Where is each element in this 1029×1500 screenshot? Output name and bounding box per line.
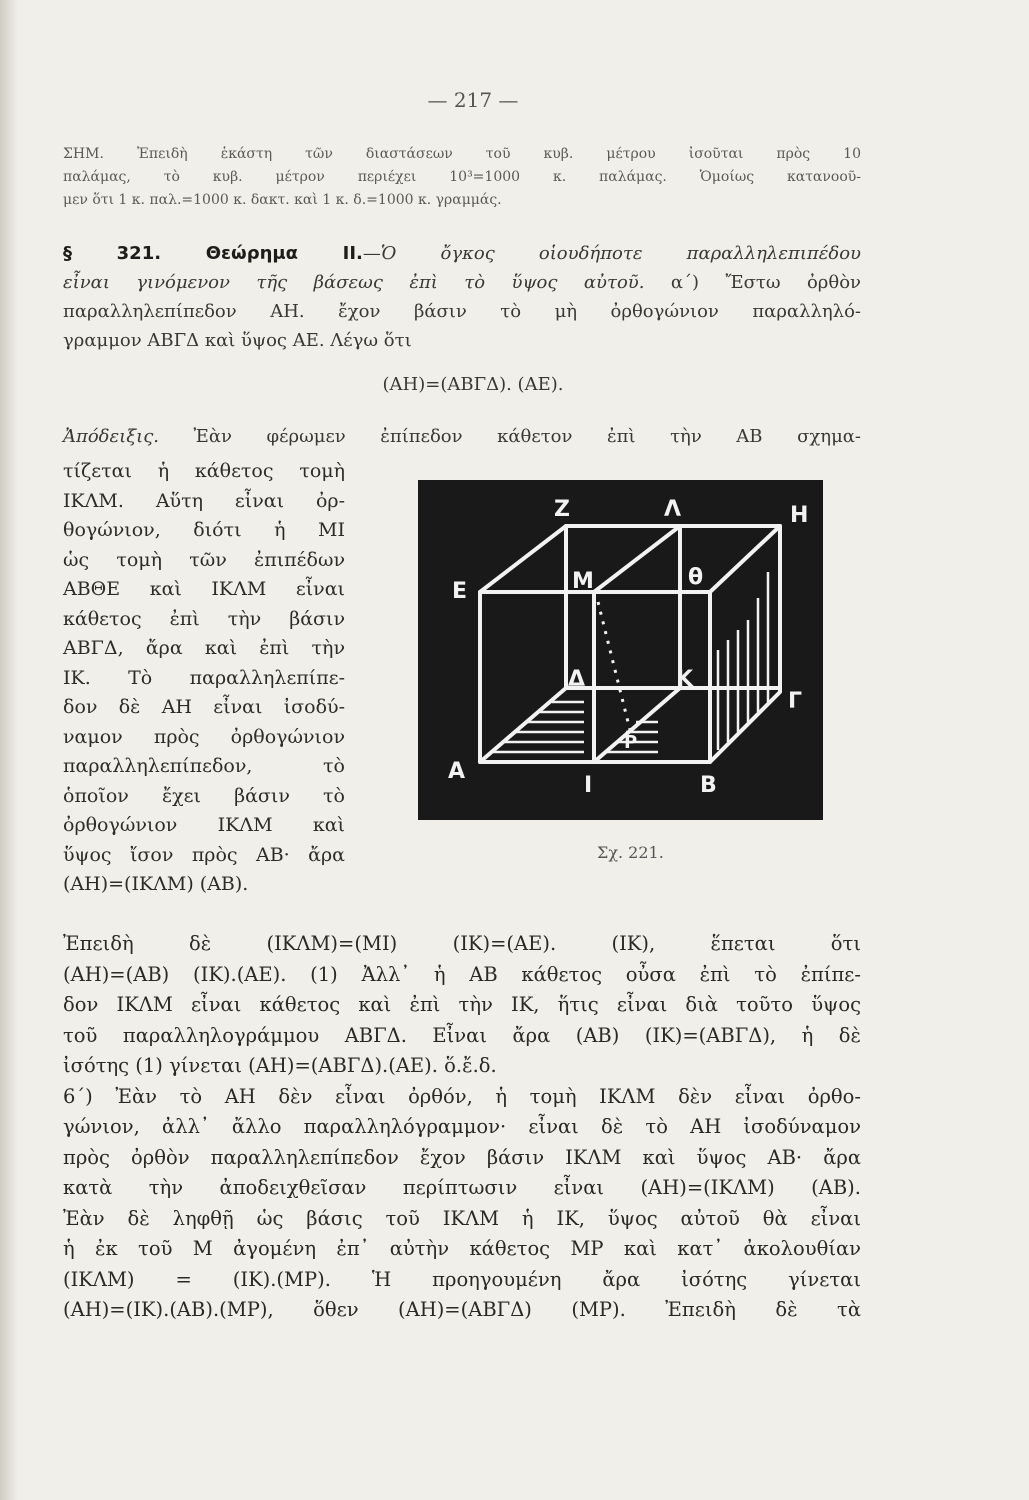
column-line: δον δὲ ΑΗ εἶναι ἰσοδύ-	[63, 696, 345, 718]
theorem-line-1	[63, 239, 861, 268]
column-line: ὕψος ἴσον πρὸς ΑΒ· ἄρα	[63, 843, 345, 866]
column-line: ΙΚΛΜ. Αὕτη εἶναι ὀρ-	[63, 489, 345, 512]
main-line: (ΑΗ)=(ΙΚ).(ΑΒ).(ΜΡ), ὅθεν (ΑΗ)=(ΑΒΓΔ) (ΜΡ). Ἐπειδὴ δὲ τὰ	[63, 1298, 861, 1321]
main-line: Ἐπειδὴ δὲ (ΙΚΛΜ)=(ΜΙ) (ΙΚ)=(ΑΕ). (ΙΚ), ἕπεται ὅτι	[63, 932, 861, 955]
column-line: θογώνιον, διότι ἡ ΜΙ	[63, 519, 345, 541]
theorem-line-4: γραμμον ΑΒΓΔ καὶ ὕψος ΑΕ. Λέγω ὅτι	[63, 330, 412, 351]
binding-shadow	[0, 0, 18, 1500]
main-line: (ΑΗ)=(ΑΒ) (ΙΚ).(ΑΕ). (1) Ἀλλ᾽ ἡ ΑΒ κάθετος οὖσα ἐπὶ τὸ ἐπίπε-	[63, 962, 861, 986]
column-line: κάθετος ἐπὶ τὴν βάσιν	[63, 607, 345, 630]
theorem-text: α΄) Ἔστω ὀρθὸν	[644, 272, 861, 293]
column-line: (ΑΗ)=(ΙΚΛΜ) (ΑΒ).	[63, 873, 249, 895]
page-number: — 217 —	[427, 88, 519, 112]
column-line: ὀρθογώνιον ΙΚΛΜ καὶ	[63, 814, 345, 836]
label-B: B	[700, 773, 717, 798]
theorem-statement-2: εἶναι γινόμενον τῆς βάσεως ἐπὶ τὸ ὕψος αὐτοῦ.	[63, 272, 645, 293]
main-line: γώνιον, ἀλλ᾽ ἄλλο παραλληλόγραμμον· εἶναι δὲ τὸ ΑΗ ἰσοδύναμον	[63, 1115, 861, 1138]
main-line: Ἐὰν δὲ ληφθῇ ὡς βάσις τοῦ ΙΚΛΜ ἡ ΙΚ, ὕψος αὐτοῦ θὰ εἶναι	[63, 1206, 861, 1230]
main-paragraph	[63, 929, 861, 1326]
label-Th: θ	[688, 565, 704, 590]
theorem-heading: § 321. Θεώρημα ΙΙ.	[63, 243, 363, 264]
column-line: παραλληλεπίπεδον, τὸ	[63, 755, 345, 777]
proof-line	[63, 422, 861, 451]
note-line: παλάμας, τὸ κυβ. μέτρον περιέχει 10³=1000 κ. παλάμας. Ὁμοίως κατανοοῦ-	[63, 169, 861, 185]
label-K: K	[676, 667, 694, 692]
label-I: I	[584, 773, 593, 798]
main-line: 6΄) Ἐὰν τὸ ΑΗ δὲν εἶναι ὀρθόν, ἡ τομὴ ΙΚΛΜ δὲν εἶναι ὀρθο-	[63, 1084, 861, 1108]
column-line: ναμον πρὸς ὀρθογώνιον	[63, 725, 345, 748]
label-M: M	[572, 569, 594, 594]
main-line: πρὸς ὀρθὸν παραλληλεπίπεδον ἔχον βάσιν ΙΚΛΜ καὶ ὕψος ΑΒ· ἄρα	[63, 1145, 861, 1169]
proof-first-line	[63, 422, 861, 451]
column-line: ΑΒΓΔ, ἄρα καὶ ἐπὶ τὴν	[63, 637, 345, 659]
formula: (ΑΗ)=(ΑΒΓΔ). (ΑΕ).	[382, 374, 564, 395]
theorem-statement-1: —Ὁ ὄγκος οἱουδήποτε παραλληλεπιπέδου	[362, 243, 861, 264]
label-Z: Z	[554, 497, 570, 522]
label-D: Δ	[568, 667, 586, 692]
column-line: ΑΒΘΕ καὶ ΙΚΛΜ εἶναι	[63, 578, 345, 600]
main-line: (ΙΚΛΜ) = (ΙΚ).(ΜΡ). Ἡ προηγουμένη ἄρα ἰσότης γίνεται	[63, 1267, 861, 1291]
proof-text: Ἐὰν φέρωμεν ἐπίπεδον κάθετον ἐπὶ τὴν ΑΒ σχημα-	[159, 426, 861, 447]
note-line: μεν ὅτι 1 κ. παλ.=1000 κ. δακτ. καὶ 1 κ. δ.=1000 κ. γραμμάς.	[63, 192, 502, 208]
label-A: A	[448, 759, 466, 784]
note-line: ΣΗΜ. Ἐπειδὴ ἑκάστη τῶν διαστάσεων τοῦ κυβ. μέτρου ἰσοῦται πρὸς 10	[63, 146, 861, 162]
main-line: ἡ ἐκ τοῦ Μ ἀγομένη ἐπ᾽ αὐτὴν κάθετος ΜΡ καὶ κατ᾽ ἀκολουθίαν	[63, 1237, 861, 1260]
column-line: ὁποῖον ἔχει βάσιν τὸ	[63, 784, 345, 807]
main-line: κατὰ τὴν ἀποδειχθεῖσαν περίπτωσιν εἶναι (ΑΗ)=(ΙΚΛΜ) (ΑΒ).	[63, 1176, 861, 1199]
theorem-line-3: παραλληλεπίπεδον ΑΗ. ἔχον βάσιν τὸ μὴ ὀρθογώνιον παραλληλό-	[63, 301, 861, 322]
label-E: E	[452, 579, 468, 604]
label-H: H	[790, 503, 809, 528]
main-line: δον ΙΚΛΜ εἶναι κάθετος καὶ ἐπὶ τὴν ΙΚ, ἥτις εἶναι διὰ τοῦτο ὕψος	[63, 993, 861, 1016]
note-paragraph	[63, 143, 861, 212]
column-line: ΙΚ. Τὸ παραλληλεπίπε-	[63, 666, 345, 689]
label-L: Λ	[664, 497, 682, 522]
main-line: ἰσότης (1) γίνεται (ΑΗ)=(ΑΒΓΔ).(ΑΕ). ὅ.ἔ.δ.	[63, 1054, 497, 1077]
parallelepiped-figure	[418, 480, 823, 820]
label-R: P	[624, 732, 638, 753]
theorem-paragraph	[63, 239, 861, 355]
column-line: ὡς τομὴ τῶν ἐπιπέδων	[63, 548, 345, 571]
label-G: Γ	[788, 689, 803, 714]
main-line: τοῦ παραλληλογράμμου ΑΒΓΔ. Εἶναι ἄρα (ΑΒ) (ΙΚ)=(ΑΒΓΔ), ἡ δὲ	[63, 1023, 861, 1047]
theorem-line-2	[63, 268, 861, 297]
figure-caption: Σχ. 221.	[597, 843, 664, 862]
column-line: τίζεται ἡ κάθετος τομὴ	[63, 460, 345, 482]
proof-column	[63, 457, 345, 900]
proof-label: Ἀπόδειξις.	[63, 426, 159, 447]
